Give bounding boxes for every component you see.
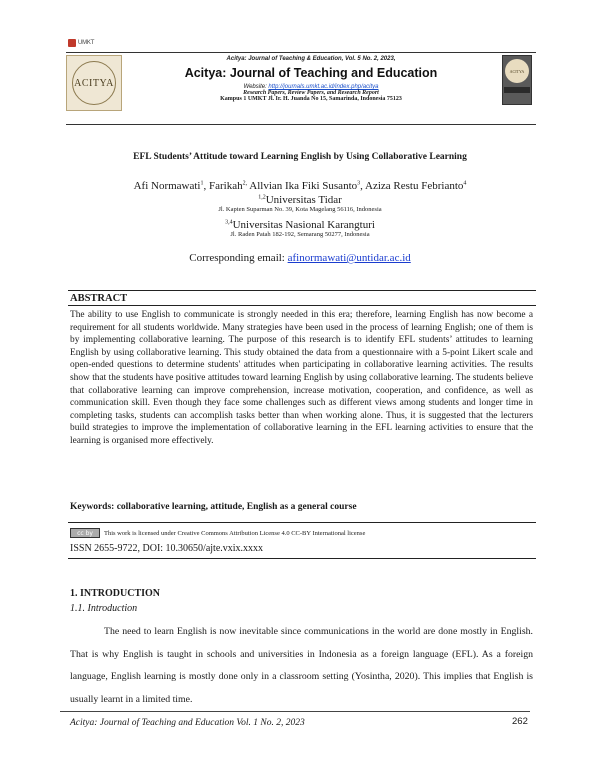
footer-journal: Acitya: Journal of Teaching and Education Vol. 1 No. 2, 2023 [70, 718, 305, 728]
affiliation-1 [0, 194, 600, 213]
affiliation-name [0, 194, 600, 206]
affiliation-address: Jl. Kapten Suparman No. 39, Kota Magelang 56116, Indonesia [218, 206, 382, 213]
issn-doi: ISSN 2655-9722, DOI: 10.30650/ajte.vxix.xxxx [70, 543, 264, 554]
divider [68, 522, 536, 523]
author-name: Afi Normawati [133, 180, 201, 192]
affiliation-name [0, 219, 600, 231]
author-sup: 4 [463, 180, 467, 187]
abstract-text: The ability to use English to communicate is strongly needed in this era; therefore, learning English has now become a requirement for all students worldwide. Many strategies have been used in the process of learning English; one of them is by implementing collaborative learning. The purpose of this research is to identify EFL students’ attitudes to learning English by using collaborative learning. This study obtained the data from a questionnaire with a 5-point Likert scale and open-ended questions to determine students' attitudes when participating in collaborative learning activities. The results show that the students have positive attitudes toward learning English by using collaborative learning. The students believe that collaborative learning can improve comprehension, increase motivation, cooperation, and confidence, as well as communication skill. Even though they face some challenges such as different views among students and longer time in completing tasks, students can accomplish tasks better than when working alone. Thus, it is suggested that the lecturers build strategies to improve the implementation of collaborative learning in the EFL learning activities to ensure that the learning is organised more effectively. [70, 310, 533, 446]
journal-subtitle: Acitya: Journal of Teaching & Education, Vol. 5 No. 2, 2023, [226, 56, 396, 62]
affiliation-2 [0, 219, 600, 238]
publisher-logo [68, 38, 134, 47]
corresponding-email [0, 252, 600, 264]
affiliation-sup: 3,4 [225, 219, 233, 226]
subsection-heading: 1.1. Introduction [70, 603, 138, 614]
section-heading: 1. INTRODUCTION [70, 588, 161, 599]
author-sep: , [203, 180, 209, 192]
license-text: This work is licensed under Creative Commons Attribution License 4.0 CC-BY International license [104, 529, 366, 537]
cover-band [504, 87, 530, 93]
journal-logo-left [66, 55, 122, 111]
publisher-logo-text: UMKT [78, 39, 95, 46]
journal-header-text [126, 56, 496, 102]
affiliation-sup: 1,2 [258, 194, 266, 201]
author-sup: 1 [200, 180, 204, 187]
journal-logo-emblem: ACITYA [72, 61, 116, 105]
author-sup: 2, [242, 180, 248, 187]
author-list [0, 180, 600, 192]
paper-title: EFL Students’ Attitude toward Learning English by Using Collaborative Learning [133, 152, 467, 162]
journal-cover-thumbnail [502, 55, 532, 105]
page-number: 262 [512, 716, 528, 727]
journal-address: Kampus 1 UMKT Jl. Ir. H. Juanda No 15, Samarinda, Indonesia 75123 [220, 96, 402, 102]
corresponding-label: Corresponding email: [189, 252, 288, 264]
publisher-logo-mark [68, 39, 76, 47]
website-label: Website: [243, 84, 269, 90]
author-name: Aziza Restu Febrianto [365, 180, 464, 192]
intro-paragraph: The need to learn English is now inevitable since communications in the world are done mostly in English. That is why English is taught in schools and universities in Indonesia as a foreign language (EFL). As a foreign language, English learning is mostly done only in a classroom setting (Yosintha, 2020). This implies that English is usually learnt in a limited time. [70, 626, 533, 705]
affiliation-name-text: Universitas Nasional Karangturi [232, 219, 375, 231]
author-sep: , [360, 180, 366, 192]
author-sup: 3 [357, 180, 361, 187]
cc-by-icon: cc by [70, 528, 100, 538]
affiliation-address: Jl. Raden Patah 182-192, Semarang 50277, Indonesia [230, 231, 370, 238]
footer-divider [60, 711, 530, 712]
author-name: Allvian Ika Fiki Susanto [249, 180, 358, 192]
website-link[interactable]: http://journals.umkt.ac.id/index.php/acitya [268, 84, 379, 90]
journal-title: Acitya: Journal of Teaching and Education [184, 66, 438, 80]
divider [68, 558, 536, 559]
keywords: Keywords: collaborative learning, attitude, English as a general course [70, 502, 357, 512]
journal-paper-types: Research Papers, Review Papers, and Research Report [243, 90, 379, 96]
email-link[interactable]: afinormawati@untidar.ac.id [287, 252, 411, 264]
author-name: Farikah [209, 180, 243, 192]
cover-emblem: ACITYA [505, 59, 529, 83]
license-line [70, 528, 365, 538]
journal-header [66, 52, 536, 125]
affiliation-name-text: Universitas Tidar [265, 194, 342, 206]
abstract-heading: ABSTRACT [68, 290, 536, 306]
